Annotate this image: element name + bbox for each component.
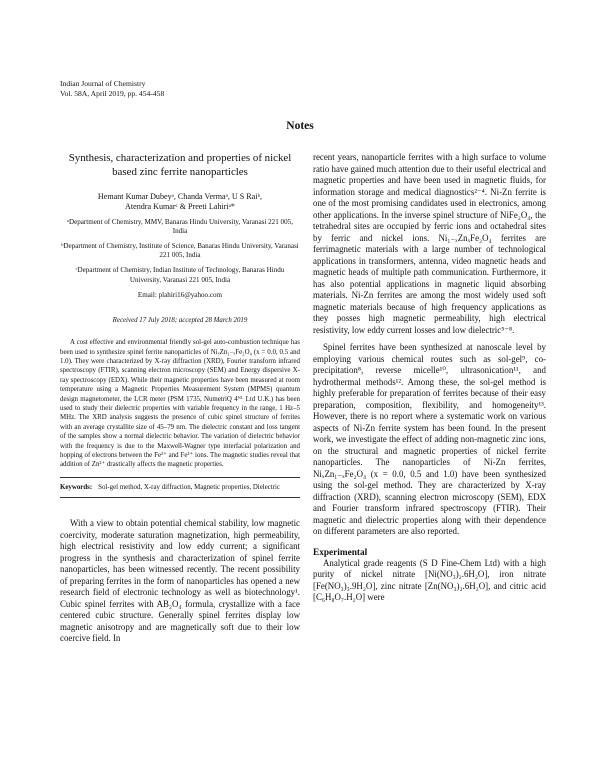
- corresponding-email: Email: plahiri16@yahoo.com: [137, 291, 223, 300]
- affiliation-b: ᵇDepartment of Chemistry, Institute of Science, Banaras Hindu University, Varanasi 221 005, India: [61, 241, 299, 260]
- journal-name: Indian Journal of Chemistry: [60, 79, 146, 88]
- authors-line-2: Atendra Kumarᶜ & Preeti Lahiriᵃ*: [125, 202, 235, 212]
- right-column: [313, 152, 546, 604]
- intro-paragraph: With a view to obtain potential chemical stability, low magnetic coercivity, moderate saturation magnetization, high permeability, high electrical resistivity and low eddy current; a significant progress in the synthesis and characterization of spinel ferrite nanoparticles, has been witnessed recently. The recent possibility of preparing ferrites in the form of nanoparticles has opened a new research field of electronic technology as well as biotechnology¹. Cubic spinel ferrites with AB₂O₄ formula, crystallize with a face centered cubic structure. Generally spinel ferrites display low magnetic anisotropy and are magnetically soft due to their low coercive field. In: [60, 518, 300, 644]
- author-list: [60, 192, 300, 213]
- section-heading: Notes: [286, 120, 314, 132]
- authors-line-1: Hemant Kumar Dubeyᵃ, Chanda Vermaᵃ, U S Raiᵇ,: [97, 191, 263, 201]
- abstract: A cost effective and environmental friendly sol-gel auto-combustion technique has been used to synthesize spinel ferrite nanoparticles of NiₓZn₁₋ₓFe₂O₄ (x = 0.0, 0.5 and 1.0). They were characterized by X-ray diffraction (XRD), Fourier transform infrared spectroscopy (FTIR), scanning electron microscopy (SEM) and Energy dispersive X-ray spectroscopy (EDX). While their magnetic properties have been measured at room temperature using a Magnetic Properties Measurement System (MPMS) quantum design magnetometer, the LCR meter (PSM 1735, NumetriQ 4ᴺᴸ Ltd U.K.) has been used to study their dielectric properties with variable frequency in the range, 1 Hz–5 MHz. The XRD analysis suggests the presence of cubic spinel structure of ferrites with an average crystallite size of 45–79 nm. The dielectric constant and loss tangent of the samples show a normal dielectric behavior. The variation of dielectric behavior with the frequency is due to the Maxwell-Wagner type interfacial polarization and hopping of electrons between the Fe²⁺ and Fe³⁺ ions. The magnetic studies reveal that addition of Zn²⁺ drastically affects the magnetic properties.: [60, 339, 300, 469]
- ferrites-paragraph: Spinel ferrites have been synthesized at nanoscale level by employing various chemical routes such as sol-gel⁹, co-precipitation⁸, reverse micelle¹⁰, ultrasonication¹¹, and hydrothermal methods¹². Among these, the sol-gel method is highly preferable for preparation of ferrites because of their easy preparation, composition, flexibility, and homogeneity¹³. However, there is no report where a systematic work on various aspects of Ni-Zn ferrite system has been found. In the present work, we investigate the effect of adding non-magnetic zinc ions, on the structural and magnetic properties of nickel ferrite nanoparticles. The nanoparticles of Ni-Zn ferrites, NiₓZn₁₋ₓFe₂O₄ (x = 0.0, 0.5 and 1.0) have been synthesized using the sol-gel method. They are characterized by X-ray diffraction (XRD), scanning electron microscopy (SEM), EDX and Fourier transform infrared spectroscopy (FTIR). Their magnetic and dielectric properties along with their dependence on different parameters are also reported.: [313, 342, 546, 536]
- keywords-divider-bottom: [60, 497, 300, 498]
- journal-citation: Vol. 58A, April 2019, pp. 454-458: [60, 89, 165, 98]
- article-title: Synthesis, characterization and properties of nickel based zinc ferrite nanoparticles: [68, 152, 292, 178]
- left-column: [60, 152, 300, 645]
- received-dates: Received 17 July 2018; accepted 28 March 2019: [112, 317, 248, 325]
- affiliation-c: ᶜDepartment of Chemistry, Indian Institute of Technology, Banaras Hindu University, Varanasi 221 005, India: [75, 265, 285, 284]
- keywords-label: Keywords:: [60, 483, 93, 491]
- experimental-paragraph: Analytical grade reagents (S D Fine-Chem Ltd) with a high purity of nickel nitrate [Ni(NO₃)₂.6H₂O], iron nitrate [Fe(NO₃)₃.9H₂O], zinc nitrate [Zn(NO₃)₂.6H₂O], and citric acid [C₆H₈O₇.H₂O] were: [313, 557, 546, 602]
- affiliation-a: ᵃDepartment of Chemistry, MMV, Banaras Hindu University, Varanasi 221 005, India: [67, 217, 293, 236]
- keywords: [60, 483, 300, 492]
- keywords-divider: [60, 477, 300, 478]
- journal-header: [60, 79, 164, 99]
- experimental-heading: Experimental: [313, 547, 368, 558]
- intro-paragraph-continued: recent years, nanoparticle ferrites with a high surface to volume ratio have gained much attention due to their useful electrical and magnetic properties and have been used in magnetic fluids, for information storage and medical diagnostics²⁻⁴. Ni-Zn ferrite is one of the most promising candidates used in electronics, among other applications. In the inverse spinel structure of NiFe₂O₄, the tetrahedral sites are occupied by ferric ions and octahedral sites by ferric and nickel ions. Ni₁₋ₓZnₓFe₂O₄ ferrites are ferrimagnetic materials with a large number of technological applications in transformers, antenna, video magnetic heads and magnetic heads of multiple path communication. Furthermore, it has also potential applications in magnetic liquid absorbing materials. Ni-Zn ferrites are among the most widely used soft magnetic materials because of high frequency applications as they posses high magnetic permeability, high electrical resistivity, low eddy current losses and low dielectric⁵⁻⁸.: [313, 152, 546, 335]
- keywords-text: Sol-gel method, X-ray diffraction, Magnetic properties, Dielectric: [98, 483, 280, 491]
